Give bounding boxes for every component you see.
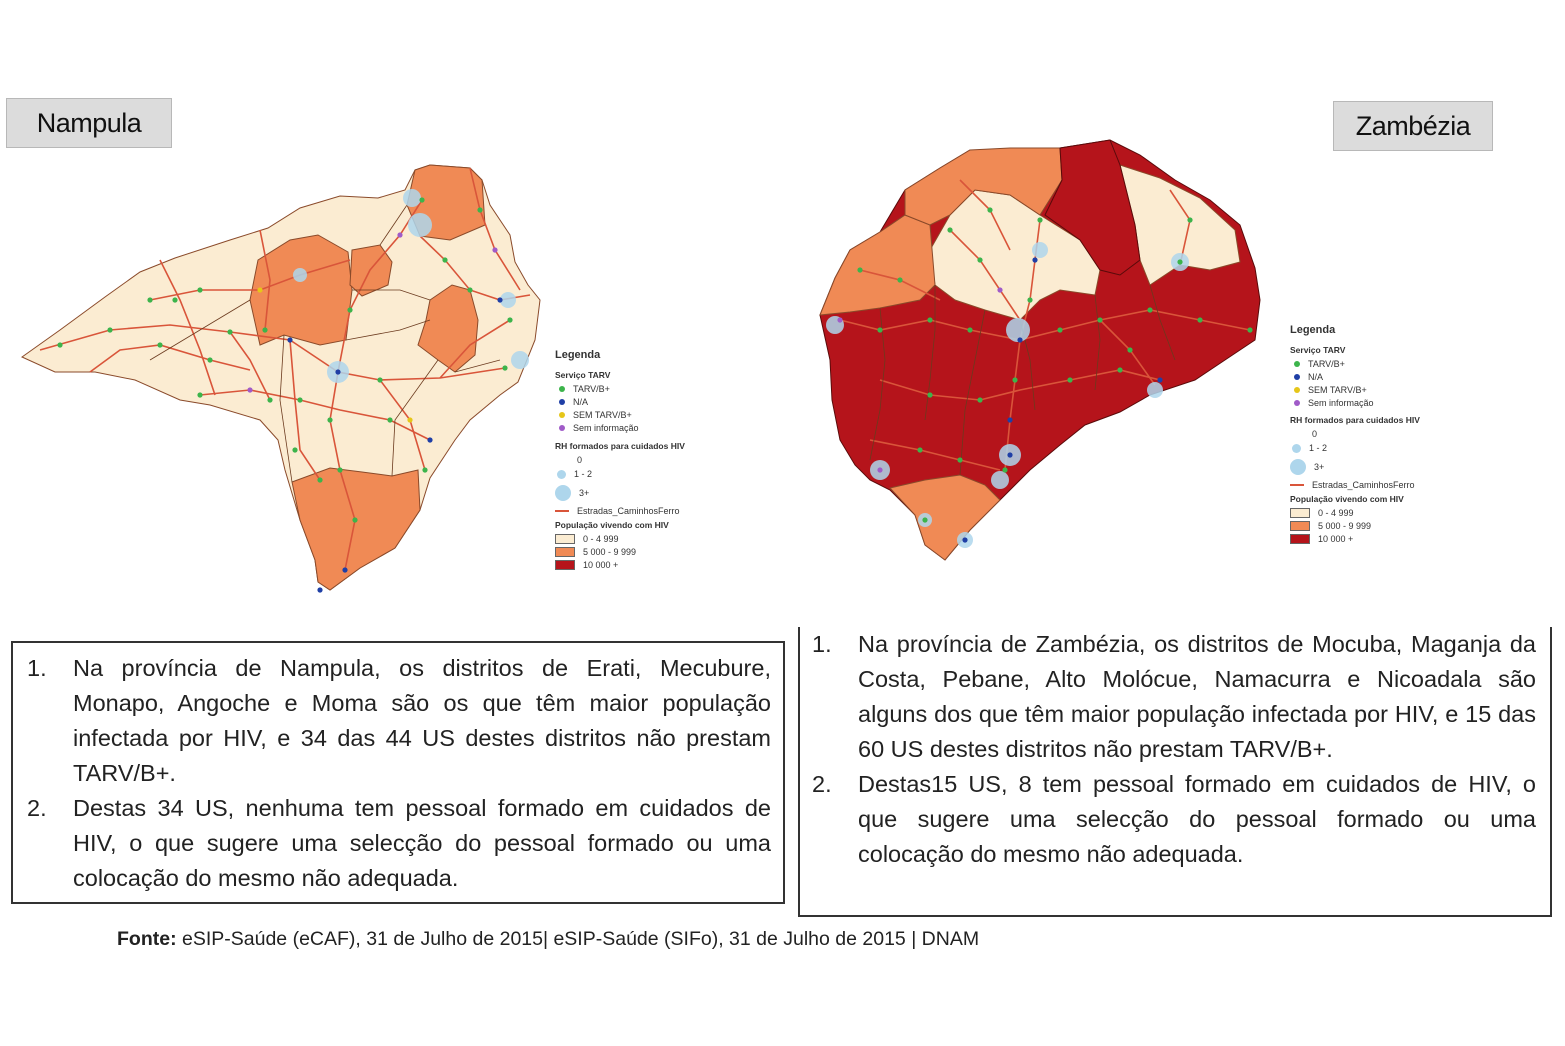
legend-population-item: 5 000 - 9 999 [555, 545, 685, 558]
staff-halo-marker [408, 213, 432, 237]
list-item: 1. Na província de Nampula, os distritos de Erati, Mecubure, Monapo, Angoche e Moma são os que têm maior população infectada por HIV, e 34 das 44 US destes distritos não prestam TARV/B+. [27, 655, 771, 786]
na-dot-icon [559, 399, 565, 405]
health-facility-marker [207, 357, 212, 362]
legend-population-item: 0 - 4 999 [1290, 506, 1420, 519]
health-facility-marker [377, 377, 382, 382]
health-facility-marker [477, 207, 482, 212]
legend-service-item: SEM TARV/B+ [555, 408, 685, 421]
zambezia-findings-box [798, 627, 1552, 917]
legend-staff-item: 0 [1312, 428, 1318, 439]
health-facility-marker [442, 257, 447, 262]
health-facility-marker [262, 327, 267, 332]
health-facility-marker [837, 317, 842, 322]
health-facility-marker [962, 537, 967, 542]
legend-service-item: TARV/B+ [1290, 357, 1420, 370]
list-item: 2. Destas15 US, 8 tem pessoal formado em cuidados de HIV, o que sugere uma selecção do pessoal formado ou uma colocação do mesmo não adequada. [812, 771, 1536, 867]
legend-service-item: N/A [555, 395, 685, 408]
health-facility-marker [1157, 377, 1162, 382]
legend-service-heading: Serviço TARV [555, 370, 611, 380]
sem-tarv-dot-icon [1294, 387, 1300, 393]
health-facility-marker [927, 317, 932, 322]
health-facility-marker [287, 337, 292, 342]
nampula-district-angoche-moma [292, 468, 420, 590]
legend-title: Legenda [555, 349, 601, 361]
health-facility-marker [857, 267, 862, 272]
staff-halo-marker [293, 268, 307, 282]
health-facility-marker [297, 397, 302, 402]
sem-info-dot-icon [559, 425, 565, 431]
health-facility-marker [1002, 467, 1007, 472]
health-facility-marker [427, 437, 432, 442]
legend-population-heading: População vivendo com HIV [1290, 494, 1404, 504]
legend-service-item: TARV/B+ [555, 382, 685, 395]
legend-service-heading: Serviço TARV [1290, 345, 1346, 355]
health-facility-marker [197, 392, 202, 397]
source-citation [117, 928, 979, 951]
health-facility-marker [997, 287, 1002, 292]
health-facility-marker [317, 587, 322, 592]
health-facility-marker [977, 397, 982, 402]
health-facility-marker [407, 417, 412, 422]
legend-staff-heading: RH formados para cuidados HIV [1290, 415, 1420, 425]
legend-staff-item: 1 - 2 [1290, 440, 1420, 456]
health-facility-marker [922, 517, 927, 522]
zambezia-map-title: Zambézia [1333, 101, 1493, 151]
medium-swatch-icon [1290, 521, 1310, 531]
list-item: 1. Na província de Zambézia, os distritos de Mocuba, Maganja da Costa, Pebane, Alto Molócue, Namacurra e Nicoadala são alguns dos que têm maior população infectada por HIV, e 15 das 60 US destes distritos não prestam TARV/B+. [812, 631, 1536, 762]
zambezia-district-milange [820, 215, 935, 315]
health-facility-marker [172, 297, 177, 302]
small-circle-icon [557, 470, 566, 479]
health-facility-marker [927, 392, 932, 397]
legend-staff-heading: RH formados para cuidados HIV [555, 441, 685, 451]
dark-swatch-icon [555, 560, 575, 570]
health-facility-marker [267, 397, 272, 402]
na-dot-icon [1294, 374, 1300, 380]
legend-roads-item: Estradas_CaminhosFerro [1290, 478, 1420, 491]
staff-halo-marker [1032, 242, 1048, 258]
health-facility-marker [342, 567, 347, 572]
staff-halo-marker [1147, 382, 1163, 398]
health-facility-marker [419, 197, 424, 202]
legend-title: Legenda [1290, 324, 1336, 336]
health-facility-marker [347, 307, 352, 312]
legend-service-item: SEM TARV/B+ [1290, 383, 1420, 396]
zambezia-legend [1290, 324, 1420, 545]
large-circle-icon [1290, 459, 1306, 475]
legend-population-heading: População vivendo com HIV [555, 520, 669, 530]
health-facility-marker [877, 327, 882, 332]
health-facility-marker [897, 277, 902, 282]
legend-roads-item: Estradas_CaminhosFerro [555, 504, 685, 517]
legend-service-item: Sem informação [1290, 396, 1420, 409]
health-facility-marker [1187, 217, 1192, 222]
staff-halo-marker [511, 351, 529, 369]
road-line-icon [555, 510, 569, 512]
health-facility-marker [967, 327, 972, 332]
light-swatch-icon [555, 534, 575, 544]
legend-staff-item: 3+ [555, 482, 685, 504]
zambezia-map [820, 140, 1260, 560]
zambezia-district-chinde [890, 475, 1000, 560]
nampula-findings-list [27, 651, 771, 896]
nampula-findings-box [11, 641, 785, 904]
sem-tarv-dot-icon [559, 412, 565, 418]
health-facility-marker [227, 329, 232, 334]
health-facility-marker [1007, 452, 1012, 457]
health-facility-marker [1027, 297, 1032, 302]
health-facility-marker [877, 467, 882, 472]
legend-population-item: 10 000 + [555, 558, 685, 571]
health-facility-marker [317, 477, 322, 482]
health-facility-marker [1017, 337, 1022, 342]
health-facility-marker [1177, 259, 1182, 264]
health-facility-marker [157, 342, 162, 347]
legend-service-item: N/A [1290, 370, 1420, 383]
road-line-icon [1290, 484, 1304, 486]
health-facility-marker [387, 417, 392, 422]
large-circle-icon [555, 485, 571, 501]
health-facility-marker [1247, 327, 1252, 332]
health-facility-marker [1197, 317, 1202, 322]
health-facility-marker [247, 387, 252, 392]
health-facility-marker [502, 365, 507, 370]
legend-population-item: 10 000 + [1290, 532, 1420, 545]
list-item: 2. Destas 34 US, nenhuma tem pessoal formado em cuidados de HIV, o que sugere uma selecção do pessoal formado ou uma colocação do mesmo não adequada. [27, 795, 771, 891]
health-facility-marker [987, 207, 992, 212]
health-facility-marker [1147, 307, 1152, 312]
health-facility-marker [492, 247, 497, 252]
health-facility-marker [292, 447, 297, 452]
tarv-dot-icon [1294, 361, 1300, 367]
health-facility-marker [327, 417, 332, 422]
tarv-dot-icon [559, 386, 565, 392]
health-facility-marker [957, 457, 962, 462]
source-text: eSIP-Saúde (eCAF), 31 de Julho de 2015| eSIP-Saúde (SIFo), 31 de Julho de 2015 | DNAM [176, 928, 980, 950]
health-facility-marker [1117, 367, 1122, 372]
nampula-map-title: Nampula [6, 98, 172, 148]
health-facility-marker [917, 447, 922, 452]
health-facility-marker [107, 327, 112, 332]
legend-staff-item: 1 - 2 [555, 466, 685, 482]
health-facility-marker [1012, 377, 1017, 382]
legend-population-item: 5 000 - 9 999 [1290, 519, 1420, 532]
staff-halo-marker [991, 471, 1009, 489]
health-facility-marker [57, 342, 62, 347]
health-facility-marker [1057, 327, 1062, 332]
medium-swatch-icon [555, 547, 575, 557]
health-facility-marker [1032, 257, 1037, 262]
nampula-map [22, 165, 540, 590]
legend-staff-item: 0 [577, 454, 583, 465]
health-facility-marker [197, 287, 202, 292]
health-facility-marker [1127, 347, 1132, 352]
health-facility-marker [335, 369, 340, 374]
health-facility-marker [1037, 217, 1042, 222]
health-facility-marker [352, 517, 357, 522]
health-facility-marker [507, 317, 512, 322]
health-facility-marker [337, 467, 342, 472]
nampula-legend [555, 349, 685, 571]
sem-info-dot-icon [1294, 400, 1300, 406]
health-facility-marker [1097, 317, 1102, 322]
zambezia-findings-list [812, 627, 1536, 872]
health-facility-marker [257, 287, 262, 292]
legend-service-item: Sem informação [555, 421, 685, 434]
health-facility-marker [1007, 417, 1012, 422]
legend-population-item: 0 - 4 999 [555, 532, 685, 545]
health-facility-marker [977, 257, 982, 262]
health-facility-marker [422, 467, 427, 472]
small-circle-icon [1292, 444, 1301, 453]
health-facility-marker [947, 227, 952, 232]
health-facility-marker [467, 287, 472, 292]
legend-staff-item: 3+ [1290, 456, 1420, 478]
staff-halo-marker [403, 189, 421, 207]
health-facility-marker [1067, 377, 1072, 382]
health-facility-marker [497, 297, 502, 302]
health-facility-marker [397, 232, 402, 237]
source-label: Fonte: [117, 928, 177, 950]
light-swatch-icon [1290, 508, 1310, 518]
dark-swatch-icon [1290, 534, 1310, 544]
health-facility-marker [147, 297, 152, 302]
